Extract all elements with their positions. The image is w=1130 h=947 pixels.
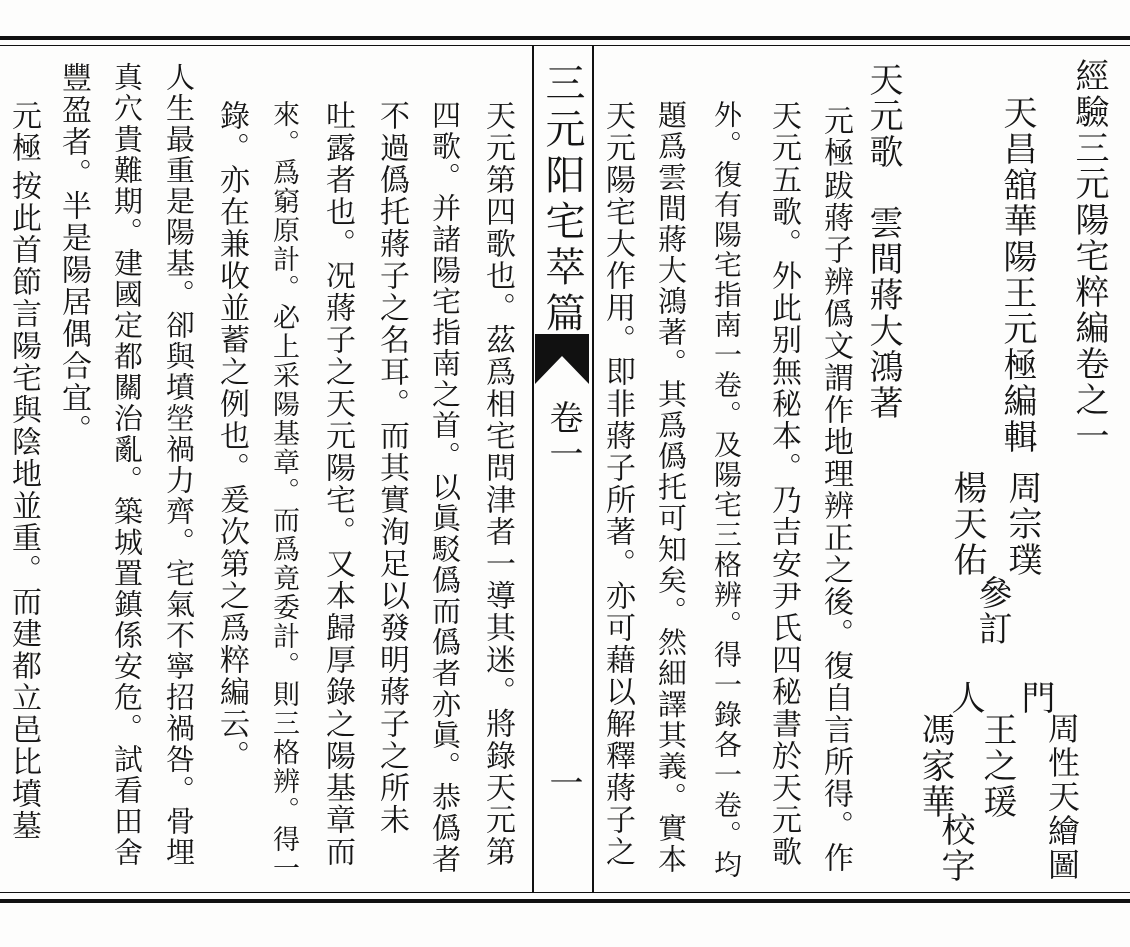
body-line: 不過僞托蔣子之名耳。而其實洵足以發明蔣子之所未 [374, 100, 409, 836]
body-line: 天元五歌。外此别無秘本。乃吉安尹氏四秘書於天元歌 [766, 100, 801, 868]
section-heading: 天元歌 [863, 62, 903, 170]
commentary-label: 元極 [818, 105, 853, 169]
center-divider-right [592, 45, 594, 893]
body-line: 來。爲窮原計。必上采陽基章。而爲竟委計。則三格辨。得一 [268, 100, 299, 883]
body-line: 天元第四歌也。茲爲相宅問津者一導其迷。將錄天元第 [480, 100, 515, 868]
compiler-line: 天昌舘華陽王元極編輯 [997, 95, 1037, 455]
body-line: 吐露者也。况蔣子之天元陽宅。又本歸厚錄之陽基章而 [320, 100, 355, 868]
editor-name-2: 楊天佑 [947, 470, 987, 578]
verse-line: 真穴貴難期。建國定都關治亂。築城置鎮係安危。試看田舍 [110, 62, 144, 868]
top-border-thick [0, 36, 1130, 40]
edit-role: 參訂 [972, 575, 1012, 647]
book-title: 經驗三元陽宅粹編卷之一 [1069, 58, 1109, 454]
proofread-role: 校字 [935, 812, 975, 884]
proofreader-name-2: 馮家華 [915, 712, 955, 820]
illustrator-line: 周性天繪圖 [1043, 712, 1081, 882]
section-author: 雲間蔣大鴻著 [863, 205, 903, 421]
page-number: 一 [543, 765, 583, 801]
body-line: 跋蔣子辨僞文謂作地理辨正之後。復自言所得。作 [818, 170, 853, 874]
body-line: 錄。亦在兼收並蓄之例也。爰次第之爲粹編云。 [214, 100, 249, 772]
disciple-label: 門 [1015, 680, 1055, 716]
body-line: 四歌。并諸陽宅指南之首。以眞駁僞而僞者亦眞。恭僞者 [428, 100, 462, 875]
body-line: 外。復有陽宅指南一卷。及陽宅三格辨。得一錄各一卷。均 [710, 100, 743, 880]
editor-name-1: 周宗璞 [1002, 470, 1042, 578]
bottom-border-thin [0, 892, 1130, 893]
center-book-title: 三元阳宅萃篇 [539, 62, 585, 338]
verse-line: 人生最重是陽基。卻與墳塋禍力齊。宅氣不寧招禍咎。骨埋 [162, 62, 196, 868]
body-line: 題爲雲間蔣大鴻著。其爲僞托可知矣。然細譯其義。實本 [654, 100, 688, 875]
top-border-thin [0, 45, 1130, 46]
center-divider-left [532, 45, 534, 893]
proofreader-name-1: 王之瑗 [977, 712, 1017, 820]
person-label: 人 [945, 680, 985, 716]
commentary-line: 按此首節言陽宅與陰地並重。而建都立邑比墳墓 [6, 170, 41, 842]
volume-label: 卷一 [543, 400, 583, 472]
fish-tail-mark-icon [535, 334, 589, 384]
verse-line: 豐盈者。半是陽居偶合宜。 [56, 62, 91, 446]
commentary-label: 元極 [6, 100, 41, 164]
bottom-border-thick [0, 899, 1130, 903]
body-line: 天元陽宅大作用。即非蔣子所著。亦可藉以解釋蔣子之 [600, 100, 635, 868]
